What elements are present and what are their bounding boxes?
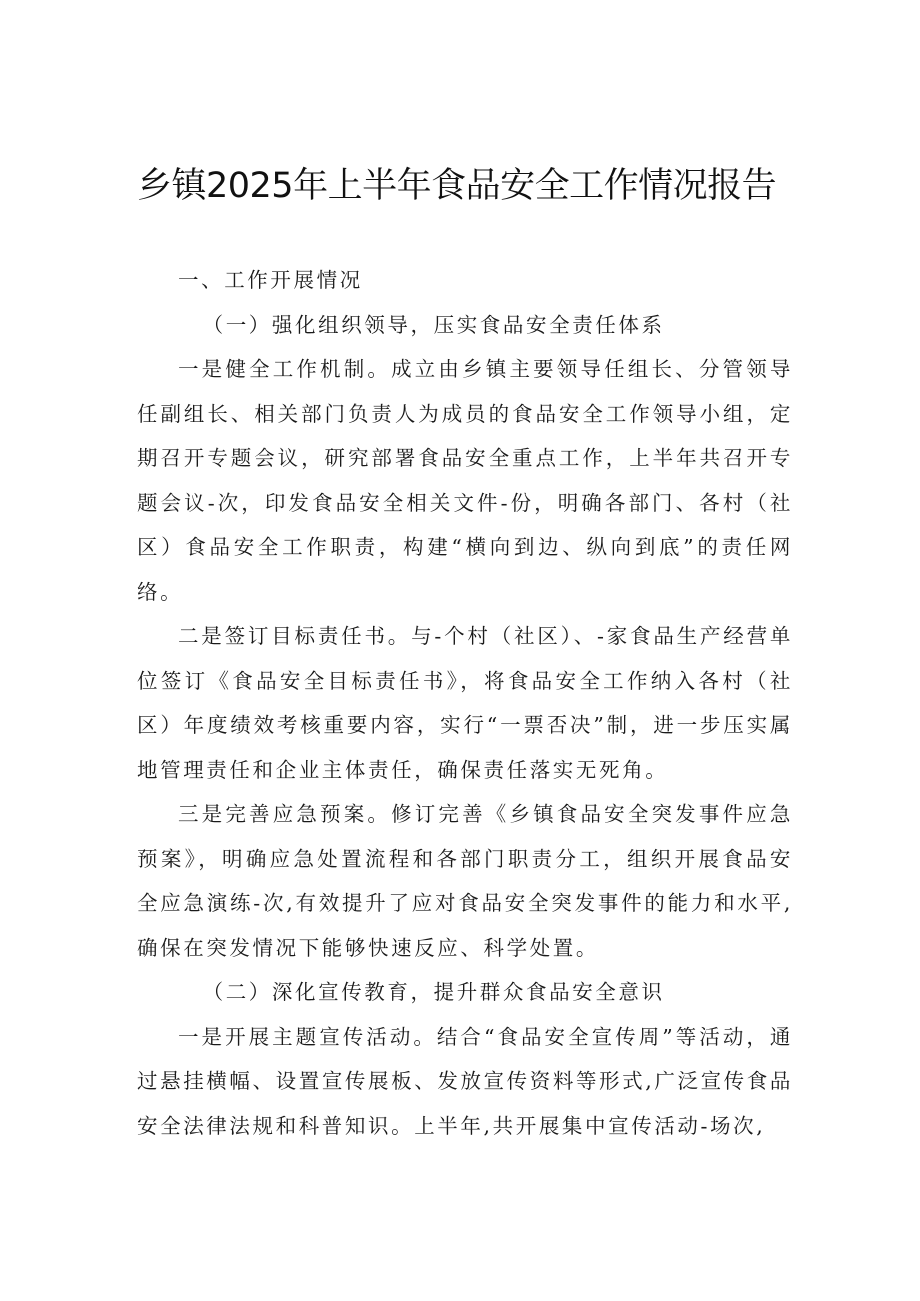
section-heading: 一、工作开展情况 xyxy=(178,268,363,292)
body-paragraph: 一是健全工作机制。成立由乡镇主要领导任组长、分管领导任副组长、相关部门负责人为成员的食品安全工作领导小组，定期召开专题会议，研究部署食品安全重点工作，上半年共召开专题会议-次，印发食品安全相关文件-份，明确各部门、各村（社区）食品安全工作职责，构建“横向到边、纵向到底”的责任网络。 xyxy=(137,357,793,604)
document-title: 乡镇2025年上半年食品安全工作情况报告 xyxy=(137,166,777,206)
body-paragraph: 三是完善应急预案。修订完善《乡镇食品安全突发事件应急预案》，明确应急处置流程和各部门职责分工，组织开展食品安全应急演练-次,有效提升了应对食品安全突发事件的能力和水平,确保在突发情况下能够快速反应、科学处置。 xyxy=(137,802,793,960)
subsection-heading: （一）强化组织领导，压实食品安全责任体系 xyxy=(202,312,665,337)
body-paragraph: 二是签订目标责任书。与-个村（社区）、-家食品生产经营单位签订《食品安全目标责任书》，将食品安全工作纳入各村（社区）年度绩效考核重要内容，实行“一票否决”制，进一步压实属地管理责任和企业主体责任，确保责任落实无死角。 xyxy=(137,624,793,782)
document-body xyxy=(137,258,793,1148)
body-paragraph: 一是开展主题宣传活动。结合“食品安全宣传周”等活动，通过悬挂横幅、设置宣传展板、发放宣传资料等形式,广泛宣传食品安全法律法规和科普知识。上半年,共开展集中宣传活动-场次, xyxy=(137,1024,793,1138)
subsection-heading: （二）深化宣传教育，提升群众食品安全意识 xyxy=(202,980,665,1004)
